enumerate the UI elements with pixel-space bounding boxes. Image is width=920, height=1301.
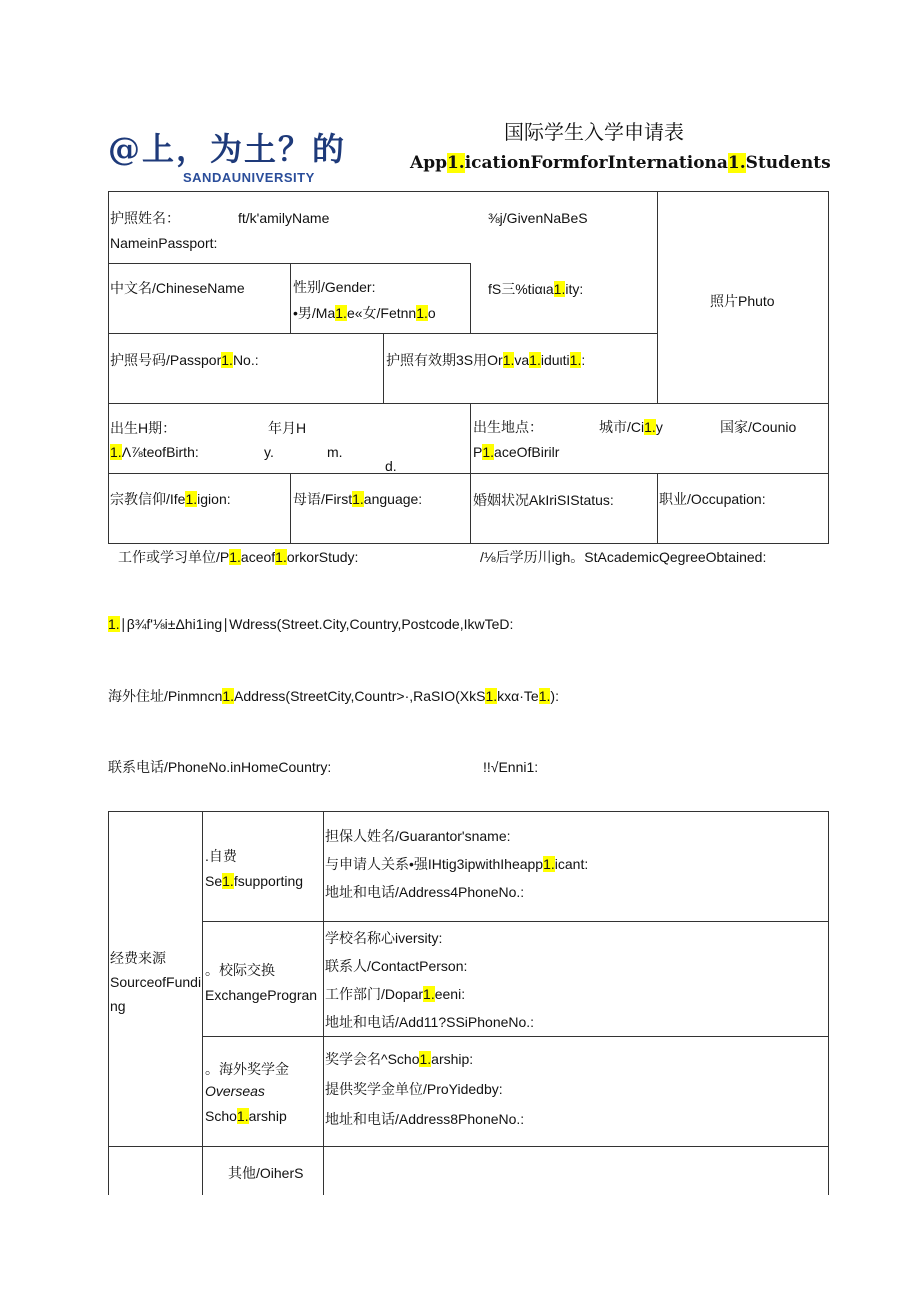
- overseas-scholarship-option-en-2: Scho1.arship: [205, 1108, 287, 1124]
- photo-area[interactable]: 照片Phuto: [710, 293, 775, 309]
- self-supporting-option-en: Se1.fsupporting: [205, 873, 304, 889]
- pob-label: 出生地点：: [473, 419, 543, 435]
- overseas-address-field[interactable]: 海外住址/Pinmncn1.Address(StreetCity,Countr>·,RaSIO(XkS1.kxα·Te1.):: [108, 688, 559, 704]
- dob-label: 出生H期：: [110, 420, 177, 436]
- home-phone-field[interactable]: 联系电话/PhoneNo.inHomeCountry:: [108, 759, 332, 775]
- dob-day-field[interactable]: d.: [385, 458, 397, 474]
- email-field[interactable]: !!√Enni1:: [483, 759, 539, 775]
- dob-year-field[interactable]: y.: [264, 444, 274, 460]
- self-supporting-option[interactable]: .自费: [205, 848, 237, 864]
- passport-name-label-en: NameinPassport:: [110, 235, 218, 251]
- form-title-en: App1.icationFormforInternationa1.Students: [410, 153, 831, 173]
- guarantor-relationship-field[interactable]: 与申请人关系•强IHtig3ipwithIheapp1.icant:: [325, 856, 589, 872]
- chinese-name-field[interactable]: 中文名/ChineseName: [110, 280, 245, 296]
- gender-label: 性别/Gender:: [293, 279, 376, 295]
- exchange-program-option[interactable]: 。校际交换: [205, 962, 275, 978]
- other-funding-option[interactable]: 其他/OiherS: [228, 1165, 304, 1181]
- exchange-contact-field[interactable]: 联系人/ContactPerson:: [325, 958, 468, 974]
- exchange-department-field[interactable]: 工作部门/Dopar1.eeni:: [325, 986, 466, 1002]
- exchange-program-option-en: ExchangeProgran: [205, 987, 318, 1003]
- nationality-field[interactable]: fS三%tiαιa1.ity:: [488, 281, 584, 297]
- scholarship-provider-field[interactable]: 提供奖学金单位/ProYidedby:: [325, 1081, 503, 1097]
- overseas-scholarship-option-en: Overseas: [205, 1083, 265, 1099]
- university-logo-text: @上，为土？的: [108, 130, 347, 168]
- exchange-address-field[interactable]: 地址和电话/Add11?SSiPhoneNo.:: [325, 1014, 535, 1030]
- pob-label-en: P1.aceOfBirilr: [473, 444, 560, 460]
- dob-label-en: 1.Λ⅞teofBirth:: [110, 444, 199, 460]
- guarantor-name-field[interactable]: 担保人姓名/Guarantor'sname:: [325, 828, 511, 844]
- overseas-scholarship-option[interactable]: 。海外奖学金: [205, 1061, 289, 1077]
- highest-degree-field[interactable]: /⅛后学历川igh。StAcademicQegreeObtained:: [480, 549, 767, 565]
- family-name-field[interactable]: ft/k'amilyName: [238, 210, 330, 226]
- guarantor-address-field[interactable]: 地址和电话/Address4PhoneNo.:: [325, 884, 525, 900]
- pob-city-field[interactable]: 城市/Ci1.y: [599, 419, 663, 435]
- gender-options[interactable]: •男/Ma1.e«女/Fetnn1.o: [293, 305, 436, 321]
- passport-name-label: 护照姓名：: [110, 210, 180, 226]
- first-language-field[interactable]: 母语/First1.anguage:: [293, 491, 423, 507]
- scholarship-address-field[interactable]: 地址和电话/Address8PhoneNo.:: [325, 1111, 525, 1127]
- funding-source-label: 经费来源: [110, 950, 166, 966]
- religion-field[interactable]: 宗教信仰/Ife1.igion:: [110, 491, 231, 507]
- passport-number-field[interactable]: 护照号码/Passpor1.No.:: [110, 352, 259, 368]
- passport-validity-field[interactable]: 护照有效期3S用Or1.va1.iduιti1.:: [386, 352, 586, 368]
- university-logo-subtitle: SANDAUNIVERSITY: [183, 170, 315, 185]
- mailing-address-field[interactable]: 1.∣β¾f'⅛i±Δhi1ing∣Wdress(Street.City,Country,Postcode,IkwTeD:: [108, 616, 514, 632]
- funding-source-label-en-2: ng: [110, 998, 126, 1014]
- pob-country-field[interactable]: 国家/Counio: [720, 419, 797, 435]
- funding-source-label-en: SourceofFundi: [110, 974, 202, 990]
- work-study-field[interactable]: 工作或学习单位/P1.aceof1.orkorStudy:: [118, 549, 359, 565]
- marital-status-field[interactable]: 婚姻状况AkIriSIStatus:: [473, 492, 614, 508]
- form-title-cn: 国际学生入学申请表: [504, 122, 684, 144]
- dob-month-field[interactable]: m.: [327, 444, 343, 460]
- scholarship-name-field[interactable]: 奖学会名^Scho1.arship:: [325, 1051, 474, 1067]
- occupation-field[interactable]: 职业/Occupation:: [659, 491, 766, 507]
- dob-ymd-label: 年月H: [268, 420, 307, 436]
- given-name-field[interactable]: ⅜j/GivenNaBeS: [488, 210, 588, 226]
- exchange-university-field[interactable]: 学校名称心iversity:: [325, 930, 443, 946]
